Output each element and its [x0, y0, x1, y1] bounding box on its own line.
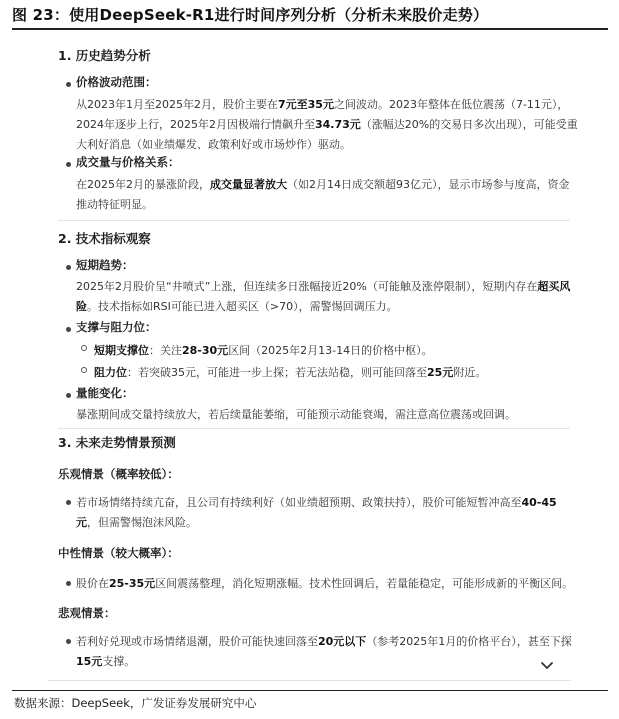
text-line — [76, 513, 557, 533]
text-run: 区间震荡整理，消化短期涨幅。技术性回调后，若量能稳定，可能形成新的平衡区间。 — [155, 577, 574, 590]
text-line — [76, 95, 578, 115]
sub-item-support — [94, 341, 433, 361]
text-run: 区间（2025年2月13-14日的价格中枢）。 — [228, 344, 433, 357]
bold-run: 短期支撑位 — [94, 344, 149, 357]
scenario-text-neutral — [76, 574, 573, 594]
bullet-dot — [66, 581, 71, 586]
section-divider — [58, 220, 570, 221]
title-rule — [12, 28, 608, 30]
sub-bullet-circle — [81, 345, 87, 351]
text-line — [76, 115, 578, 135]
item-label-short-trend: 短期趋势： — [76, 258, 134, 272]
scenario-text-optimistic — [76, 493, 557, 533]
text-line — [76, 175, 570, 195]
source-rule — [12, 690, 608, 691]
sub-bullet-circle — [81, 367, 87, 373]
text-run: 股价在 — [76, 577, 109, 590]
bullet-dot — [66, 500, 71, 505]
bold-run: 成交量显著放大 — [210, 178, 287, 191]
text-run: （如2月14日成交额超93亿元），显示市场参与度高，资金 — [287, 178, 570, 191]
bullet-dot — [66, 265, 71, 270]
text-run: （参考2025年1月的价格平台），甚至下探 — [366, 635, 572, 648]
text-run: ：关注 — [149, 344, 182, 357]
item-text-price-range — [76, 95, 578, 155]
text-line — [76, 297, 570, 317]
item-label-volume-price: 成交量与价格关系： — [76, 155, 180, 169]
bold-run: 34.73元 — [315, 118, 361, 131]
text-run: （涨幅达20%的交易日多次出现），可能受重 — [360, 118, 578, 131]
text-run: 2025年2月股价呈“井喷式”上涨，但连续多日涨幅接近20%（可能触及涨停限制），短期内存在 — [76, 280, 538, 293]
text-line — [76, 632, 572, 652]
text-line — [76, 652, 572, 672]
text-line — [94, 341, 433, 361]
text-run: 从2023年1月至2025年2月，股价主要在 — [76, 98, 278, 111]
item-label-volume-change: 量能变化： — [76, 386, 134, 400]
scenario-text-pessimistic — [76, 632, 572, 672]
text-line — [76, 574, 573, 594]
bullet-dot — [66, 82, 71, 87]
item-text-volume-change — [76, 405, 516, 425]
item-text-volume-price — [76, 175, 570, 215]
item-label-support-resistance: 支撑与阻力位： — [76, 320, 157, 334]
bold-run: 7元至35元 — [278, 98, 334, 111]
section-heading-technical: 2. 技术指标观察 — [58, 231, 151, 246]
text-run: 。技术指标如RSI可能已进入超买区（>70），需警惕回调压力。 — [87, 300, 398, 313]
text-line — [76, 493, 557, 513]
bold-run: 20元以下 — [318, 635, 367, 648]
text-line — [76, 195, 570, 215]
item-label-price-range: 价格波动范围： — [76, 75, 157, 89]
scenario-title-optimistic: 乐观情景（概率较低）： — [58, 467, 179, 481]
chevron-down-icon — [540, 661, 554, 671]
text-line — [94, 363, 486, 383]
text-line — [76, 405, 516, 425]
scenario-title-pessimistic: 悲观情景： — [58, 606, 116, 620]
bold-run: 阻力位 — [94, 366, 127, 379]
section-divider — [58, 428, 570, 429]
section-heading-history: 1. 历史趋势分析 — [58, 48, 151, 63]
bold-run: 28-30元 — [182, 344, 229, 357]
text-run: 支撑。 — [102, 655, 136, 668]
panel-border — [48, 680, 571, 681]
text-line — [76, 277, 570, 297]
figure-title: 图 23：使用DeepSeek-R1进行时间序列分析（分析未来股价走势） — [12, 6, 489, 24]
section-heading-forecast: 3. 未来走势情景预测 — [58, 435, 176, 450]
bold-run: 险 — [76, 300, 87, 313]
text-run: 附近。 — [453, 366, 487, 379]
text-run: 暴涨期间成交量持续放大，若后续量能萎缩，可能预示动能衰竭，需注意高位震荡或回调。 — [76, 408, 516, 421]
bold-run: 25元 — [427, 366, 454, 379]
text-run: 推动特征明显。 — [76, 198, 153, 211]
bullet-dot — [66, 393, 71, 398]
bold-run: 元 — [76, 516, 87, 529]
bold-run: 40-45 — [521, 496, 557, 509]
bold-run: 15元 — [76, 655, 103, 668]
bullet-dot — [66, 327, 71, 332]
text-run: 若市场情绪持续亢奋，且公司有持续利好（如业绩超预期、政策扶持），股价可能短暂冲高至 — [76, 496, 522, 509]
text-line — [76, 135, 578, 155]
text-run: 若利好兑现或市场情绪退潮，股价可能快速回落至 — [76, 635, 318, 648]
text-run: 2024年逐步上行，2025年2月因极端行情飙升至 — [76, 118, 315, 131]
scenario-title-neutral: 中性情景（较大概率）： — [58, 546, 179, 560]
text-run: ，但需警惕泡沫风险。 — [87, 516, 197, 529]
text-run: 之间波动。2023年整体在低位震荡（7-11元）， — [333, 98, 569, 111]
bold-run: 25-35元 — [109, 577, 156, 590]
bold-run: 超买风 — [537, 280, 571, 293]
item-text-short-trend — [76, 277, 570, 317]
text-run: 在2025年2月的暴涨阶段， — [76, 178, 210, 191]
figure-source: 数据来源：DeepSeek，广发证券发展研究中心 — [14, 696, 257, 710]
bullet-dot — [66, 639, 71, 644]
text-run: ：若突破35元，可能进一步上探；若无法站稳，则可能回落至 — [127, 366, 427, 379]
text-run: 大利好消息（如业绩爆发、政策利好或市场炒作）驱动。 — [76, 138, 351, 151]
sub-item-resistance — [94, 363, 486, 383]
bullet-dot — [66, 162, 71, 167]
expand-button[interactable] — [537, 656, 557, 676]
